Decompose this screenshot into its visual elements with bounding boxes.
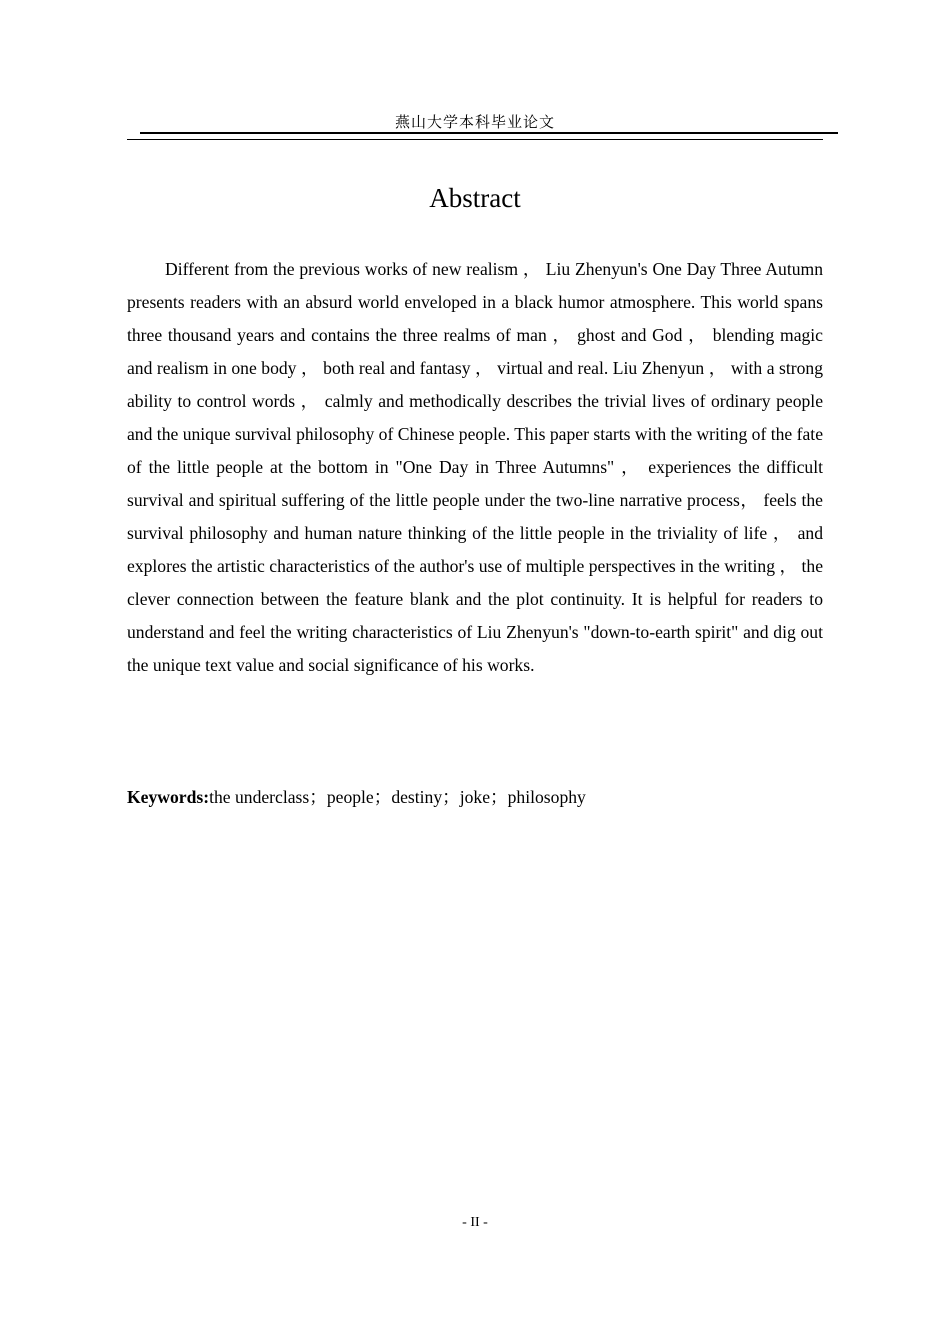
keywords-value: the underclass；people；destiny；joke；philosophy	[209, 787, 586, 807]
abstract-body: Different from the previous works of new realism ， Liu Zhenyun's One Day Three Autumn presents readers with an absurd world enveloped in a black humor atmosphere. This world spans three thousand years and contains the three realms of man ， ghost and God ， blending magic and realism in one body ， both real and fantasy ， virtual and real. Liu Zhenyun ， with a strong ability to control words ， calmly and methodically describes the trivial lives of ordinary people and the unique survival philosophy of Chinese people. This paper starts with the writing of the fate of the little people at the bottom in "One Day in Three Autumns" ， experiences the difficult survival and spiritual suffering of the little people under the two-line narrative process， feels the survival philosophy and human nature thinking of the little people in the triviality of life ， and explores the artistic characteristics of the author's use of multiple perspectives in the writing ， the clever connection between the feature blank and the plot continuity. It is helpful for readers to understand and feel the writing characteristics of Liu Zhenyun's "down-to-earth spirit" and dig out the unique text value and social significance of his works.	[127, 259, 823, 675]
page-number: - II -	[462, 1215, 488, 1230]
header-rule-thin	[127, 139, 823, 140]
keywords-label: Keywords:	[127, 787, 210, 807]
abstract-title: Abstract	[429, 183, 521, 213]
keywords-line	[127, 781, 823, 814]
page-header: 燕山大学本科毕业论文	[394, 113, 555, 131]
header-rule-thick	[140, 132, 838, 134]
